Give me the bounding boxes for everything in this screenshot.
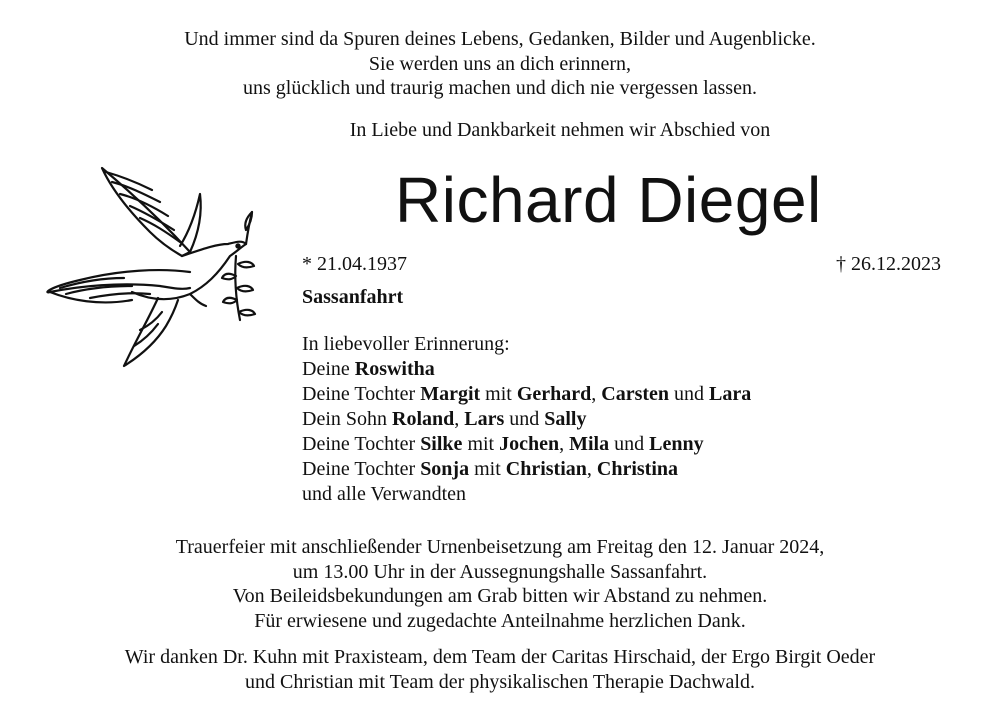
mourner-text: Deine Tochter bbox=[302, 433, 421, 455]
mourner-name: Christian bbox=[505, 458, 587, 480]
mourner-text: Deine bbox=[302, 358, 355, 380]
poem-line: Und immer sind da Spuren deines Lebens, Gedanken, Bilder und Augenblicke. bbox=[184, 28, 816, 50]
funeral-notice-line: Von Beileidsbekundungen am Grab bitten wir Abstand zu nehmen. bbox=[232, 585, 768, 607]
deceased-name: Richard Diegel bbox=[395, 164, 822, 236]
mourner-name: Lara bbox=[709, 383, 752, 405]
mourner-name: Roland bbox=[392, 408, 455, 430]
mourner-text: Deine Tochter bbox=[302, 383, 421, 405]
mourner-text: Dein Sohn bbox=[302, 408, 392, 430]
poem bbox=[0, 27, 1000, 101]
mourner-text: Deine Tochter bbox=[302, 458, 421, 480]
mourner-name: Lars bbox=[464, 408, 505, 430]
birth-date: * 21.04.1937 bbox=[302, 253, 407, 275]
mourner-text: und bbox=[504, 408, 545, 430]
mourner-line bbox=[302, 357, 751, 382]
mourner-text: und bbox=[609, 433, 650, 455]
death-date: † 26.12.2023 bbox=[836, 253, 941, 275]
mourner-name: Margit bbox=[420, 383, 481, 405]
mourner-text: und alle Verwandten bbox=[302, 483, 467, 505]
mourner-name: Carsten bbox=[601, 383, 670, 405]
mourner-text: mit bbox=[462, 433, 500, 455]
mourner-text: mit bbox=[480, 383, 517, 405]
mourner-name: Lenny bbox=[649, 433, 704, 455]
mourner-line bbox=[302, 407, 751, 432]
funeral-notice-line: um 13.00 Uhr in der Aussegnungshalle Sassanfahrt. bbox=[292, 560, 708, 583]
mourner-name: Roswitha bbox=[354, 358, 435, 380]
funeral-notice-line: Für erwiesene und zugedachte Anteilnahme herzlichen Dank. bbox=[254, 609, 746, 632]
mourner-name: Mila bbox=[569, 433, 610, 455]
mourners-list bbox=[302, 332, 751, 507]
dove-with-olive-branch-icon bbox=[40, 160, 262, 372]
mourner-line bbox=[302, 432, 751, 457]
mourner-line bbox=[302, 457, 751, 482]
place-of-residence: Sassanfahrt bbox=[302, 286, 404, 308]
funeral-notice-line: Trauerfeier mit anschließender Urnenbeisetzung am Freitag den 12. Januar 2024, bbox=[175, 536, 825, 558]
acknowledgement-line: und Christian mit Team der physikalischen Therapie Dachwald. bbox=[245, 670, 755, 693]
mourner-name: Sonja bbox=[420, 458, 470, 480]
mourner-name: Silke bbox=[420, 433, 463, 455]
mourner-text: , bbox=[454, 408, 465, 430]
mourner-text: , bbox=[591, 383, 602, 405]
poem-line: uns glücklich und traurig machen und dich nie vergessen lassen. bbox=[243, 77, 757, 99]
mourner-text: , bbox=[586, 458, 597, 480]
poem-line: Sie werden uns an dich erinnern, bbox=[368, 52, 632, 75]
acknowledgements bbox=[0, 645, 1000, 694]
mourner-line bbox=[302, 382, 751, 407]
funeral-notice bbox=[0, 535, 1000, 633]
mourner-name: Gerhard bbox=[516, 383, 592, 405]
mourner-text: und bbox=[669, 383, 710, 405]
mourner-text: , bbox=[559, 433, 570, 455]
mourner-line bbox=[302, 482, 751, 507]
mourner-name: Christina bbox=[596, 458, 679, 480]
mourner-name: Jochen bbox=[499, 433, 560, 455]
acknowledgement-line: Wir danken Dr. Kuhn mit Praxisteam, dem Team der Caritas Hirschaid, der Ergo Birgit Oeder bbox=[124, 646, 876, 668]
mourner-text: mit bbox=[469, 458, 506, 480]
mourners-heading: In liebevoller Erinnerung: bbox=[302, 333, 510, 355]
farewell-intro: In Liebe und Dankbarkeit nehmen wir Abschied von bbox=[349, 119, 771, 141]
mourner-name: Sally bbox=[544, 408, 587, 430]
